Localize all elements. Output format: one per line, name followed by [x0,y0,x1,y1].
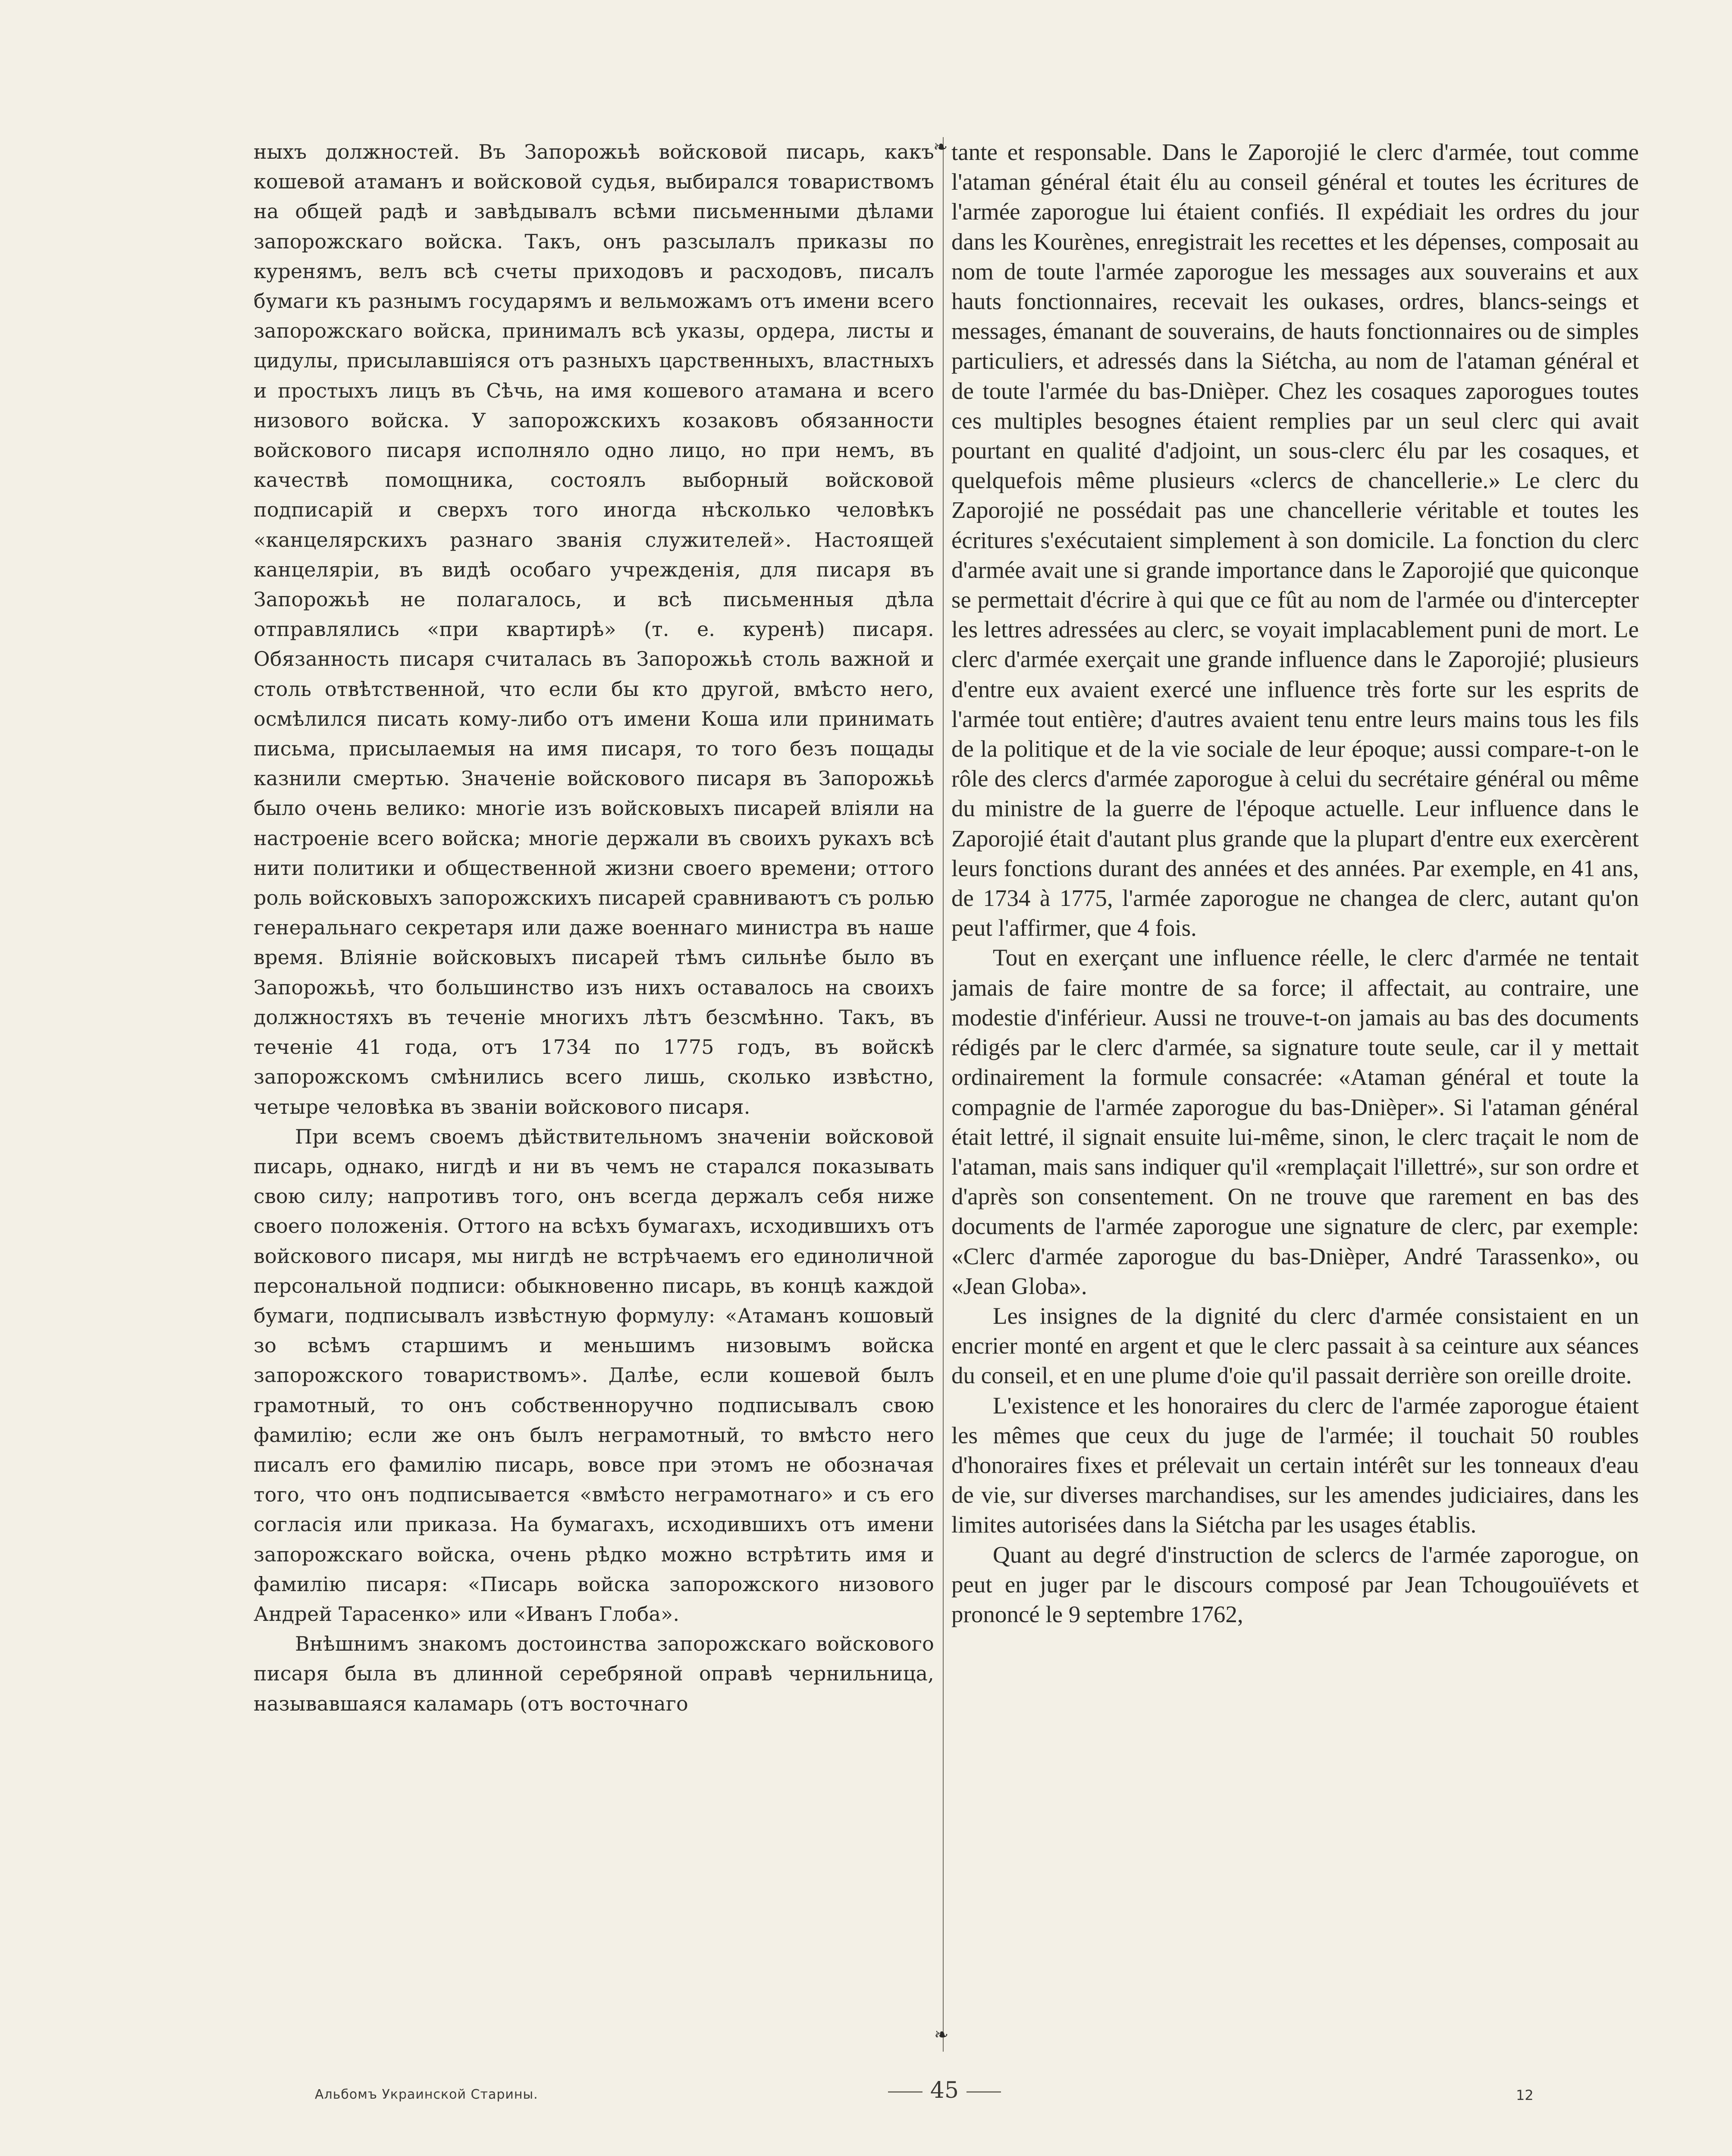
paragraph: L'existence et les honoraires du clerc de l'armée zaporogue étaient les mêmes que ceux du juge de l'armée; il touchait 50 roubles d'honoraires fixes et prélevait un certain intérêt sur les tonneaux d'eau de vie, sur diverses marchandises, sur les amendes judiciaires, dans les limites autorisées dans la Siétcha par les usages établis. [951,1392,1639,1538]
dash-right [966,2091,1001,2093]
french-text-column [951,137,1639,1629]
divider-ornament-bottom: ❧ [934,2025,949,2045]
paragraph: ныхъ должностей. Въ Запорожьѣ войсковой писарь, какъ кошевой атаманъ и войсковой судья, выбирался товариствомъ на общей радѣ и завѣдывалъ всѣми письменными дѣлами запорожскаго войска. Такъ, онъ разсылалъ приказы по куренямъ, велъ всѣ счеты приходовъ и расходовъ, писалъ бумаги къ разнымъ государямъ и вельможамъ отъ имени всего запорожскаго войска, принималъ всѣ указы, ордера, листы и цидулы, присылавшiяся отъ разныхъ царственныхъ, властныхъ и простыхъ лицъ въ Сѣчь, на имя кошевого атамана и всего низового войска. У запорожскихъ козаковъ обязанности войскового писаря исполняло одно лицо, но при немъ, въ качествѣ помощника, состоялъ выборный войсковой подписарiй и сверхъ того иногда нѣсколько человѣкъ «канцелярскихъ разнаго званiя служителей». Настоящей канцелярiи, въ видѣ особаго учрежденiя, для писаря въ Запорожьѣ не полагалось, и всѣ письменныя дѣла отправлялись «при квартирѣ» (т. е. куренѣ) писаря. Обязанность писаря считалась въ Запорожьѣ столь важной и столь отвѣтственной, что если бы кто другой, вмѣсто него, осмѣлился писать кому-либо отъ имени Коша или принимать письма, присылаемыя на имя писаря, то того безъ пощады казнили смертью. Значенiе войскового писаря въ Запорожьѣ было очень велико: многiе изъ войсковыхъ писарей влiяли на настроенiе всего войска; многiе держали въ своихъ рукахъ всѣ нити политики и общественной жизни своего времени; оттого роль войсковыхъ запорожскихъ писарей сравниваютъ съ ролью генеральнаго секретаря или даже военнаго министра въ наше время. Влiянiе войсковыхъ писарей тѣмъ сильнѣе было въ Запорожьѣ, что большинство изъ нихъ оставалось на своихъ должностяхъ въ теченiе многихъ лѣтъ безсмѣнно. Такъ, въ теченiе 41 года, отъ 1734 по 1775 годъ, въ войскѣ запорожскомъ смѣнились всего лишь, сколько извѣстно, четыре человѣка въ званiи войскового писаря. [254,140,934,1119]
paragraph: Quant au degré d'instruction de sclercs de l'armée zaporogue, on peut en juger par le discours composé par Jean Tchougouïévets et prononcé le 9 septembre 1762, [951,1541,1639,1627]
russian-text-column [254,137,934,1719]
paragraph: tante et responsable. Dans le Zaporojié le clerc d'armée, tout comme l'ataman général était élu au conseil général et toutes les écritures de l'armée zaporogue lui étaient confiés. Il expédiait les ordres du jour dans les Kourènes, enregistrait les recettes et les dépenses, composait au nom de toute l'armée zaporogue les messages aux souverains et aux hauts fonctionnaires, recevait les oukases, ordres, blancs-seings et messages, émanant de souverains, de hauts fonctionnaires ou de simples particuliers, et adressés dans la Siétcha, au nom de l'ataman général et de toute l'armée du bas-Dnièper. Chez les cosaques zaporogues toutes ces multiples besognes étaient remplies par un seul clerc qui avait pourtant en qualité d'adjoint, un sous-clerc élu par les cosaques, et quelquefois même plusieurs «clercs de chancellerie.» Le clerc du Zaporojié ne possédait pas une chancellerie véritable et toutes les écritures s'exécutaient simplement à son domicile. La fonction du clerc d'armée avait une si grande importance dans le Zaporojié que quiconque se permettait d'écrire à qui que ce fût au nom de l'armée ou d'intercepter les lettres adressées au clerc, se voyait implacablement puni de mort. Le clerc d'armée exerçait une grande influence dans le Zaporojié; plusieurs d'entre eux avaient exercé une influence très forte sur les esprits de l'armée tout entière; d'autres avaient tenu entre leurs mains tous les fils de la politique et de la vie sociale de leur époque; aussi compare-t-on le rôle des clercs d'armée zaporogue à celui du secrétaire général ou même du ministre de la guerre de l'époque actuelle. Leur influence dans le Zaporojié était d'autant plus grande que la plupart d'entre eux exercèrent leurs fonctions durant des années et des années. Par exemple, en 41 ans, de 1734 à 1775, l'armée zaporogue ne changea de clerc, autant qu'on peut l'affirmer, que 4 fois. [951,139,1639,941]
paragraph: Tout en exerçant une influence réelle, le clerc d'armée ne tentait jamais de faire montre de sa force; il affectait, au contraire, une modestie d'inférieur. Aussi ne trouve-t-on jamais au bas des documents rédigés par le clerc d'armée, sa signature toute seule, car il y mettait ordinairement la formule consacrée: «Ataman général et toute la compagnie de l'armée zaporogue du bas-Dnièper». Si l'ataman général était lettré, il signait ensuite lui-même, sinon, le clerc traçait le nom de l'ataman, mais sans indiquer qu'il «remplaçait l'illettré», sur son ordre et d'après son consentement. On ne trouve que rarement en bas des documents de l'armée zaporogue une signature de clerc, par exemple: «Clerc d'armée zaporogue du bas-Dnièper, André Tarassenko», ou «Jean Globa». [951,944,1639,1299]
divider-ornament-top: ❧ [933,137,948,157]
paragraph: Внѣшнимъ знакомъ достоинства запорожскаго войскового писаря была въ длинной серебряной оправѣ чернильница, называвшаяся каламарь (отъ восточнаго [254,1632,934,1715]
page-number-value: 45 [930,2078,959,2103]
footer-album-title: Альбомъ Украинской Старины. [315,2087,538,2102]
page-number [880,2078,1009,2103]
sheet-signature: 12 [1516,2087,1534,2103]
column-divider [943,137,944,2052]
dash-left [888,2091,922,2093]
paragraph: Les insignes de la dignité du clerc d'armée consistaient en un encrier monté en argent et que le clerc passait à sa ceinture aux séances du conseil, et en une plume d'oie qu'il passait derrière son oreille droite. [951,1302,1639,1389]
paragraph: При всемъ своемъ дѣйствительномъ значенiи войсковой писарь, однако, нигдѣ и ни въ чемъ не старался показывать свою силу; напротивъ того, онъ всегда держалъ себя ниже своего положенiя. Оттого на всѣхъ бумагахъ, исходившихъ отъ войскового писаря, мы нигдѣ не встрѣчаемъ его единоличной персональной подписи: обыкновенно писарь, въ концѣ каждой бумаги, подписывалъ извѣстную формулу: «Атаманъ кошовый зо всѣмъ старшимъ и меньшимъ низовымъ войска запорожского товариствомъ». Далѣе, если кошевой былъ грамотный, то онъ собственноручно подписывалъ свою фамилiю; если же онъ былъ неграмотный, то вмѣсто него писалъ его фамилiю писарь, вовсе при этомъ не обозначая того, что онъ подписывается «вмѣсто неграмотнаго» и съ его согласiя или приказа. На бумагахъ, исходившихъ отъ имени запорожскаго войска, очень рѣдко можно встрѣтить имя и фамилiю писаря: «Писарь войска запорожского низового Андрей Тарасенко» или «Иванъ Глоба». [254,1125,934,1626]
